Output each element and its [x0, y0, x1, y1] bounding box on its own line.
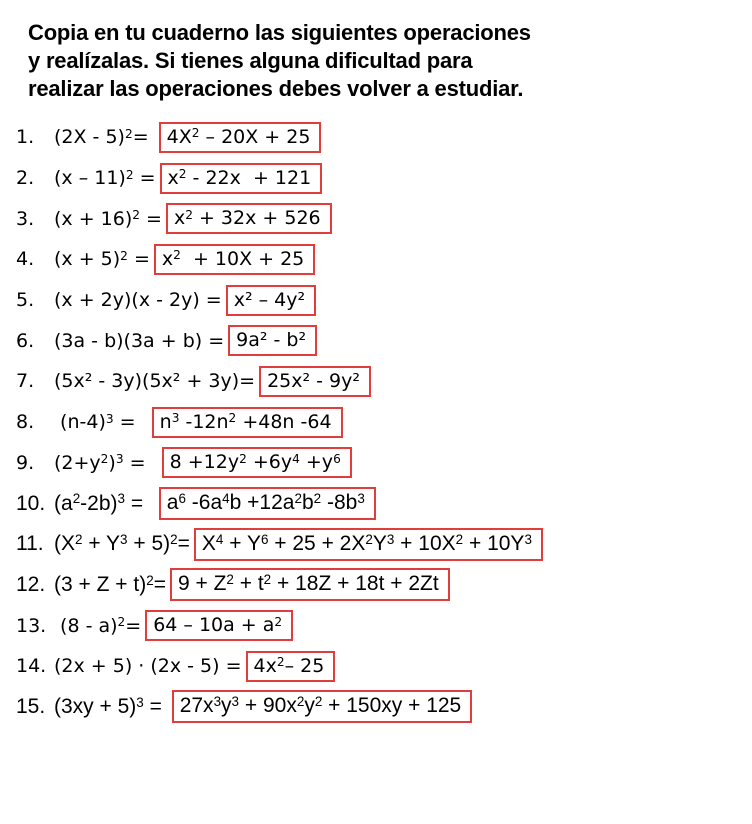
math-text: - 22x + 121 [186, 166, 312, 189]
problem-number: 7. [16, 370, 35, 393]
answer-box [152, 407, 343, 438]
exponent: 2 [276, 655, 285, 670]
math-text: x [167, 166, 179, 189]
problem-number: 15. [16, 694, 46, 718]
exponent: 6 [260, 531, 269, 547]
math-text: = [127, 248, 150, 271]
exponent: 2 [274, 614, 283, 629]
answer-box [170, 568, 450, 601]
math-text: X [201, 531, 216, 555]
math-text: = [125, 491, 155, 515]
math-text: + 25 + 2X [268, 531, 366, 555]
math-text: + 10Y [463, 531, 525, 555]
math-text: -6a [185, 491, 223, 515]
problem-row [16, 687, 752, 728]
exponent: 4 [215, 531, 224, 547]
math-text: 4x [253, 654, 277, 677]
math-text: y [221, 694, 232, 718]
exponent: 2 [146, 572, 154, 588]
problem-expression [54, 411, 148, 433]
math-text: (a [54, 491, 73, 515]
problem-row [16, 239, 752, 280]
problem-row [16, 402, 752, 443]
problem-expression [54, 532, 190, 556]
problem-row [16, 646, 752, 687]
exponent: 3 [213, 694, 222, 710]
exponent: 2 [296, 694, 305, 710]
answer-box [154, 244, 315, 275]
problem-row [16, 280, 752, 321]
math-text: + 5) [127, 532, 171, 556]
answer-box [160, 163, 323, 194]
math-text: 4X [166, 125, 192, 148]
math-text: 27x [179, 694, 214, 718]
problem-row [16, 565, 752, 606]
math-text: -12n [179, 410, 229, 433]
problem-row [16, 361, 752, 402]
exponent: 2 [125, 167, 134, 182]
math-text: Y [372, 531, 387, 555]
problem-expression [54, 126, 155, 148]
math-text: (x + 16) [54, 207, 133, 230]
problem-row [16, 443, 752, 484]
exponent: 2 [120, 248, 128, 263]
answer-box [162, 447, 352, 478]
problem-expression [54, 289, 222, 311]
math-text: (x + 5) [54, 248, 121, 271]
problem-expression [54, 248, 150, 270]
exponent: 2 [117, 615, 126, 630]
math-text: = [139, 207, 162, 230]
math-text: (x + 2y)(x - 2y) = [54, 289, 222, 312]
exponent: 2 [314, 694, 323, 710]
problem-number: 5. [16, 289, 35, 312]
problem-number: 9. [16, 451, 35, 474]
problem-expression [54, 370, 255, 392]
math-text: 9a² - b² [236, 329, 307, 352]
problem-row [16, 158, 752, 199]
math-text: 25x² - 9y² [267, 369, 360, 392]
exponent: 2 [239, 451, 247, 466]
problem-row [16, 483, 752, 524]
math-text: 64 – 10a + a [153, 614, 275, 637]
math-text: (X [54, 532, 75, 556]
math-text: + 18Z + 18t + 2Zt [271, 572, 439, 596]
math-text: – 20X + 25 [199, 125, 311, 148]
answer-box [246, 651, 336, 682]
exponent: 3 [357, 490, 365, 506]
exponent: 6 [333, 451, 341, 466]
math-text: + 10X + 25 [180, 247, 305, 270]
exponent: 2 [228, 411, 237, 426]
exponent: 3 [231, 694, 240, 710]
math-text: + 90x [239, 694, 297, 718]
math-text: 9 + Z [177, 572, 227, 596]
problem-expression [54, 330, 224, 352]
answer-box [259, 366, 371, 397]
exponent: 2 [226, 572, 234, 588]
math-text: + 32x + 526 [192, 207, 321, 230]
math-text: ) [108, 451, 116, 474]
answer-box [228, 325, 317, 356]
instructions [0, 0, 752, 103]
exponent: 2 [178, 167, 187, 182]
exponent: 2 [100, 452, 109, 467]
instructions-line: y realízalas. Si tienes alguna dificultad para [28, 48, 473, 73]
exponent: 2 [294, 490, 302, 506]
math-text: = [133, 167, 156, 190]
problem-number: 13. [16, 614, 47, 637]
math-text: + 150xy + 125 [322, 694, 462, 718]
problem-number: 6. [16, 329, 35, 352]
problem-row [16, 605, 752, 646]
math-text: + Y [223, 531, 261, 555]
answer-box [166, 203, 332, 234]
problem-number: 10. [16, 491, 46, 515]
exponent: 3 [386, 531, 395, 547]
problem-expression [54, 573, 166, 597]
exponent: 3 [136, 694, 144, 710]
answer-box [172, 690, 473, 723]
answer-box [159, 122, 322, 153]
problem-number: 3. [16, 207, 35, 230]
problem-row [16, 198, 752, 239]
answer-box [226, 285, 316, 316]
exponent: 2 [72, 491, 81, 507]
problem-list [0, 117, 752, 727]
exponent: 2 [263, 572, 272, 588]
problem-number: 1. [16, 126, 35, 149]
exponent: 3 [117, 491, 126, 507]
math-text: b [301, 491, 314, 515]
exponent: 4 [292, 451, 300, 466]
math-text: x² – 4y² [233, 288, 306, 311]
math-text: (3 + Z + t) [54, 572, 147, 596]
math-text: -8b [321, 491, 358, 515]
problem-number: 11. [16, 532, 44, 556]
math-text: (2X - 5) [54, 126, 125, 149]
problem-row [16, 524, 752, 565]
problem-expression [54, 695, 168, 719]
exponent: 2 [132, 208, 140, 223]
instructions-line: realizar las operaciones debes volver a estudiar. [28, 76, 524, 101]
exponent: 3 [105, 411, 114, 426]
math-text: (x – 11) [54, 167, 126, 190]
problem-row [16, 117, 752, 158]
math-text: = [153, 572, 166, 596]
math-text: 8 +12y [169, 451, 240, 474]
math-text: (3a - b)(3a + b) = [54, 329, 225, 352]
math-text: = [113, 411, 148, 434]
exponent: 2 [191, 126, 200, 141]
exponent: 3 [171, 411, 180, 426]
exponent: 3 [524, 531, 532, 547]
answer-box [145, 610, 293, 641]
math-text: -2b) [80, 491, 118, 515]
math-text: (2x + 5) · (2x - 5) = [54, 655, 242, 678]
problem-expression [54, 208, 162, 230]
exponent: 2 [173, 248, 181, 263]
math-text: + t [233, 572, 264, 596]
math-text: (2+y [54, 451, 101, 474]
exponent: 3 [120, 532, 128, 548]
math-text: x [161, 247, 174, 270]
math-text: +48n -64 [236, 410, 332, 433]
math-text: = [177, 532, 190, 556]
exponent: 2 [124, 126, 133, 141]
math-text: – 25 [284, 654, 325, 677]
math-text: b +12a [229, 491, 295, 515]
problem-number: 12. [16, 572, 46, 596]
problem-expression [54, 615, 141, 637]
math-text: (5x² - 3y)(5x² + 3y)= [54, 370, 256, 393]
math-text: + 10X [394, 531, 456, 555]
problem-number: 4. [16, 248, 35, 271]
problem-number: 8. [16, 411, 35, 434]
problem-expression [54, 452, 158, 474]
exponent: 2 [75, 532, 83, 548]
math-text: + Y [82, 532, 121, 556]
exponent: 3 [115, 452, 124, 467]
math-text: (8 - a) [54, 614, 118, 637]
exponent: 2 [185, 207, 193, 222]
math-text: = [125, 614, 142, 637]
math-text: = [132, 126, 155, 149]
problem-number: 2. [16, 167, 35, 190]
instructions-line: Copia en tu cuaderno las siguientes operaciones [28, 20, 531, 45]
problem-expression [54, 167, 156, 189]
math-text: = [143, 694, 168, 718]
math-text: (n-4) [54, 411, 106, 434]
answer-box [194, 528, 543, 561]
problem-expression [54, 655, 242, 677]
problem-row [16, 320, 752, 361]
math-text: x [173, 207, 186, 230]
math-text: a [166, 491, 179, 515]
problem-expression [54, 492, 155, 516]
exponent: 4 [222, 490, 230, 506]
math-text: = [123, 451, 158, 474]
exponent: 6 [178, 490, 186, 506]
math-text: +y [299, 451, 334, 474]
math-text: (3xy + 5) [54, 694, 137, 718]
exponent: 2 [365, 531, 373, 547]
problem-number: 14. [16, 655, 47, 678]
exponent: 2 [313, 490, 322, 506]
math-text: n [159, 410, 172, 433]
answer-box [159, 487, 376, 520]
math-text: y [304, 694, 315, 718]
exponent: 2 [170, 532, 178, 548]
math-text: +6y [246, 451, 293, 474]
exponent: 2 [455, 531, 464, 547]
